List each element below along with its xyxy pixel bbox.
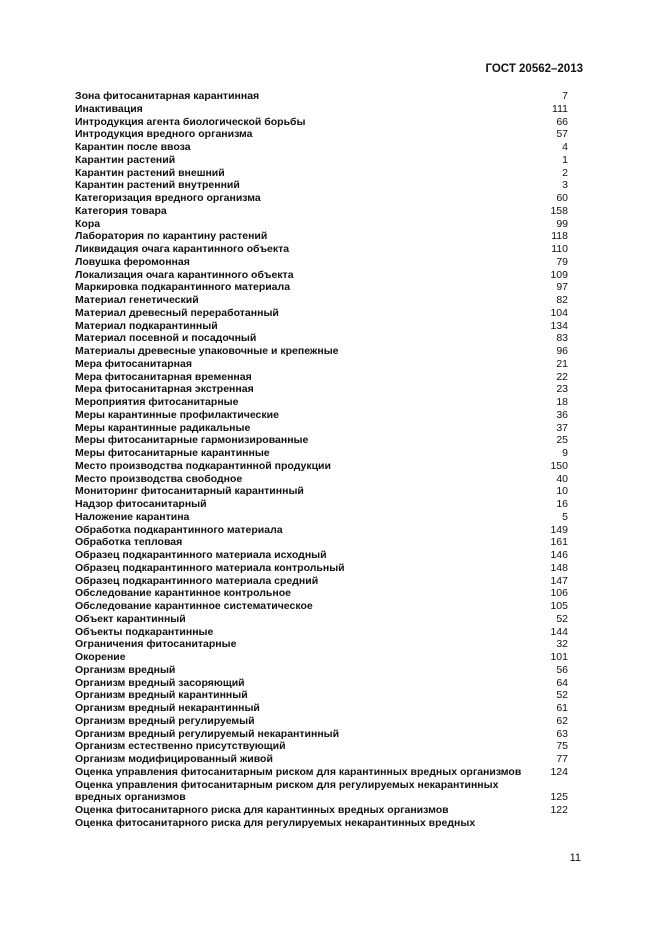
index-term: Объекты подкарантинные	[75, 625, 214, 638]
index-term: Категория товара	[75, 204, 167, 217]
index-entry	[75, 345, 568, 358]
index-entry	[75, 766, 568, 779]
index-term: Организм модифицированный живой	[75, 753, 273, 765]
index-entry	[75, 638, 568, 651]
index-term: Карантин растений внутренний	[75, 179, 240, 192]
index-item-number: 106	[550, 587, 568, 600]
index-item-number: 77	[556, 753, 568, 765]
index-term: Карантин после ввоза	[75, 141, 191, 153]
index-item-number: 109	[550, 268, 568, 281]
index-entry	[75, 103, 568, 116]
index-item-number: 146	[550, 549, 568, 561]
index-item-number: 18	[556, 396, 568, 408]
index-item-number: 52	[556, 612, 568, 625]
index-term: Мера фитосанитарная временная	[75, 370, 252, 383]
index-item-number: 56	[556, 663, 568, 676]
index-item-number: 122	[550, 804, 568, 816]
index-term: Мониторинг фитосанитарный карантинный	[75, 485, 304, 498]
document-header: ГОСТ 20562–2013	[485, 63, 583, 75]
index-term: Категоризация вредного организма	[75, 192, 261, 204]
index-item-number: 4	[562, 141, 568, 153]
index-term: Оценка управления фитосанитарным риском для регулируемых некарантинных вредных организмов	[75, 778, 499, 804]
index-term: Место производства подкарантинной продукции	[75, 459, 331, 472]
index-item-number: 110	[551, 243, 568, 255]
index-entry	[75, 192, 568, 205]
index-item-number: 64	[556, 676, 568, 689]
index-term: Меры фитосанитарные карантинные	[75, 447, 270, 459]
index-entry	[75, 230, 568, 243]
index-item-number: 7	[562, 90, 568, 102]
index-item-number: 150	[550, 459, 568, 472]
index-entry	[75, 141, 568, 154]
index-term: Интродукция вредного организма	[75, 128, 253, 141]
index-term: Мероприятия фитосанитарные	[75, 396, 239, 408]
index-term: Зона фитосанитарная карантинная	[75, 90, 260, 102]
index-entry	[75, 562, 568, 575]
index-item-number: 57	[556, 128, 568, 141]
index-item-number: 60	[556, 192, 568, 204]
index-term: Кора	[75, 217, 101, 230]
index-entry	[75, 179, 568, 192]
index-item-number: 79	[556, 255, 568, 268]
index-term: Маркировка подкарантинного материала	[75, 281, 291, 294]
index-entry	[75, 549, 568, 562]
index-item-number: 9	[562, 447, 568, 459]
index-item-number: 158	[550, 204, 568, 217]
index-entry	[75, 396, 568, 409]
index-item-number: 101	[550, 651, 568, 663]
index-item-number: 16	[556, 498, 568, 510]
index-term: Образец подкарантинного материала средний	[75, 574, 319, 587]
index-entry	[75, 320, 568, 333]
index-item-number: 125	[550, 791, 568, 804]
index-entry	[75, 383, 568, 396]
index-term: Организм вредный регулируемый некарантинный	[75, 727, 340, 740]
index-entry	[75, 740, 568, 753]
index-entry	[75, 753, 568, 766]
index-term: Организм вредный засоряющий	[75, 676, 245, 689]
index-entry	[75, 524, 568, 537]
index-term: Меры фитосанитарные гармонизированные	[75, 434, 309, 447]
index-item-number: 148	[550, 561, 568, 574]
index-term: Обработка подкарантинного материала	[75, 523, 283, 536]
index-entry	[75, 294, 568, 307]
index-item-number: 66	[556, 115, 568, 128]
index-entry	[75, 243, 568, 256]
index-item-number: 134	[550, 319, 568, 332]
index-entry	[75, 689, 568, 702]
index-term: Образец подкарантинного материала контрольный	[75, 561, 345, 574]
index-item-number: 63	[556, 727, 568, 740]
index-term: Мера фитосанитарная	[75, 357, 192, 370]
index-item-number: 2	[562, 166, 568, 179]
index-item-number: 1	[562, 153, 568, 166]
index-term: Обследование карантинное систематическое	[75, 600, 313, 612]
index-entry	[75, 804, 568, 817]
index-entry	[75, 498, 568, 511]
index-entry	[75, 128, 568, 141]
index-entry	[75, 677, 568, 690]
index-term: Мера фитосанитарная экстренная	[75, 383, 254, 396]
index-entry	[75, 116, 568, 129]
index-entry	[75, 715, 568, 728]
index-entry	[75, 281, 568, 294]
page-number: 11	[569, 852, 581, 864]
index-term: Оценка фитосанитарного риска для регулируемых некарантинных вредных	[75, 816, 476, 829]
index-item-number: 21	[556, 357, 568, 370]
index-entry	[75, 651, 568, 664]
index-term: Ликвидация очага карантинного объекта	[75, 243, 290, 255]
index-term: Материал посевной и посадочный	[75, 332, 257, 345]
index-item-number: 37	[556, 421, 568, 434]
index-entry	[75, 332, 568, 345]
index-item-number: 61	[556, 702, 568, 714]
index-item-number: 36	[556, 408, 568, 421]
index-entry	[75, 307, 568, 320]
index-term: Карантин растений внешний	[75, 166, 225, 179]
index-entry	[75, 90, 568, 103]
index-item-number: 10	[556, 485, 568, 498]
index-item-number: 149	[550, 523, 568, 536]
index-entry	[75, 511, 568, 524]
index-term: Организм вредный карантинный	[75, 689, 248, 702]
index-term: Место производства свободное	[75, 472, 243, 485]
index-item-number: 62	[556, 714, 568, 727]
index-term: Карантин растений	[75, 153, 176, 166]
index-item-number: 83	[556, 332, 568, 345]
index-term: Материал генетический	[75, 294, 199, 306]
index-item-number: 97	[556, 281, 568, 294]
index-entry	[75, 626, 568, 639]
index-entry	[75, 575, 568, 588]
index-term: Образец подкарантинного материала исходный	[75, 549, 327, 561]
index-term: Организм вредный	[75, 663, 176, 676]
index-item-number: 111	[552, 102, 568, 115]
index-item-number: 105	[550, 600, 568, 612]
index-entry	[75, 485, 568, 498]
index-term: Материал древесный переработанный	[75, 306, 279, 319]
index-item-number: 52	[556, 689, 568, 702]
index-entry	[75, 409, 568, 422]
index-term: Наложение карантина	[75, 510, 190, 523]
index-term: Инактивация	[75, 102, 143, 115]
index-term: Материал подкарантинный	[75, 319, 218, 332]
index-item-number: 147	[550, 574, 568, 587]
index-term: Меры карантинные радикальные	[75, 421, 251, 434]
index-item-number: 144	[550, 625, 568, 638]
term-index	[75, 90, 568, 830]
index-entry	[75, 154, 568, 167]
index-item-number: 104	[550, 306, 568, 319]
index-item-number: 23	[556, 383, 568, 396]
index-entry	[75, 256, 568, 269]
index-item-number: 40	[556, 472, 568, 485]
index-entry	[75, 817, 568, 830]
index-entry	[75, 434, 568, 447]
index-entry	[75, 358, 568, 371]
index-item-number: 161	[550, 536, 568, 549]
index-item-number: 25	[556, 434, 568, 447]
index-item-number: 96	[556, 345, 568, 357]
index-entry	[75, 536, 568, 549]
index-item-number: 22	[556, 370, 568, 383]
index-entry	[75, 728, 568, 741]
index-entry	[75, 600, 568, 613]
index-item-number: 124	[550, 765, 568, 778]
index-term: Обследование карантинное контрольное	[75, 587, 291, 600]
index-term: Лаборатория по карантину растений	[75, 230, 268, 243]
index-entry	[75, 664, 568, 677]
index-entry	[75, 587, 568, 600]
index-entry	[75, 167, 568, 180]
index-term: Организм естественно присутствующий	[75, 740, 286, 753]
index-item-number: 3	[562, 179, 568, 192]
index-item-number: 32	[556, 638, 568, 651]
index-entry	[75, 218, 568, 231]
index-term: Локализация очага карантинного объекта	[75, 268, 294, 281]
index-entry	[75, 447, 568, 460]
index-entry	[75, 422, 568, 435]
index-term: Оценка управления фитосанитарным риском для карантинных вредных организмов	[75, 765, 522, 778]
index-term: Организм вредный регулируемый	[75, 714, 255, 727]
index-entry	[75, 779, 568, 805]
index-term: Ловушка феромонная	[75, 255, 190, 268]
index-term: Меры карантинные профилактические	[75, 408, 279, 421]
index-term: Окорение	[75, 651, 126, 663]
index-term: Объект карантинный	[75, 612, 186, 625]
index-term: Ограничения фитосанитарные	[75, 638, 237, 651]
index-entry	[75, 702, 568, 715]
index-term: Оценка фитосанитарного риска для карантинных вредных организмов	[75, 804, 449, 816]
index-item-number: 118	[551, 230, 568, 243]
index-item-number: 82	[556, 294, 568, 306]
index-entry	[75, 473, 568, 486]
index-term: Обработка тепловая	[75, 536, 183, 549]
index-term: Организм вредный некарантинный	[75, 702, 260, 714]
index-entry	[75, 613, 568, 626]
index-entry	[75, 205, 568, 218]
index-entry	[75, 269, 568, 282]
index-item-number: 99	[556, 217, 568, 230]
index-item-number: 5	[562, 510, 568, 523]
index-term: Надзор фитосанитарный	[75, 498, 207, 510]
index-term: Интродукция агента биологической борьбы	[75, 115, 306, 128]
index-entry	[75, 371, 568, 384]
index-entry	[75, 460, 568, 473]
index-item-number: 75	[556, 740, 568, 753]
index-term: Материалы древесные упаковочные и крепежные	[75, 345, 339, 357]
